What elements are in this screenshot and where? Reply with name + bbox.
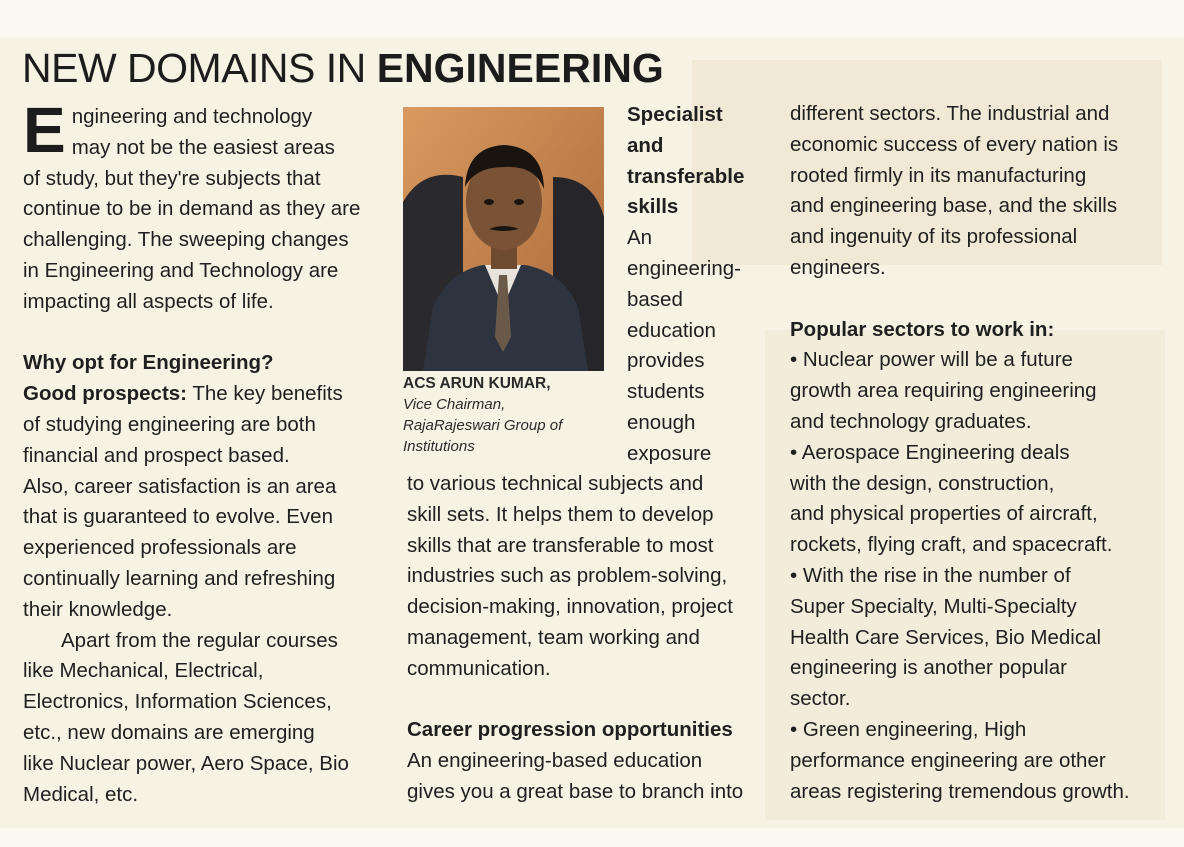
article-headline	[22, 44, 664, 92]
photo-caption	[403, 373, 613, 457]
sectors-list: • Nuclear power will be a future growth area requiring engineering and technology graduates. • Aerospace Engineering deals with the design, construction, and physical properties of aircraft, rockets, flying craft, and spacecraft. • With the rise in the number of Super Specialty, Multi-Specialty Health Care Services, Bio Medical engineering is another popular sector. • Green engineering, High performance engineering are other areas registering tremendous growth.	[790, 348, 1130, 803]
drop-cap: E	[23, 94, 66, 166]
caption-role: RajaRajeswari Group of	[403, 417, 563, 434]
intro-paragraph: Engineering and technology may not be the easiest areas of study, but they're subjects that continue to be in demand as they are challenging. The sweeping changes in Engineering and Technology are impacting all aspects of life.	[23, 94, 361, 313]
specialist-paragraph-end: to various technical subjects and skill sets. It helps them to develop skills that are transferable to most industries such as problem-solving, decision-making, innovation, project management, team working and communication.	[407, 472, 733, 680]
headline-light: NEW DOMAINS IN	[22, 45, 377, 91]
career-paragraph: An engineering-based education gives you a great base to branch into	[407, 749, 744, 803]
column-1	[23, 94, 383, 810]
apart-paragraph: Apart from the regular courses like Mechanical, Electrical, Electronics, Information Sciences, etc., new domains are emerging like Nuclear power, Aero Space, Bio Medical, etc.	[23, 628, 349, 806]
headline-bold: ENGINEERING	[376, 45, 664, 91]
caption-name: ACS ARUN KUMAR,	[403, 375, 551, 392]
specialist-paragraph-start: An engineering- based education provides students enough exposure	[627, 226, 741, 465]
column-3	[790, 99, 1170, 807]
caption-role: Institutions	[403, 438, 475, 455]
column-2-wide	[407, 469, 767, 808]
industrial-paragraph: different sectors. The industrial and economic success of every nation is rooted firmly in its manufacturing and engineering base, and the skills and ingenuity of its professional engineers.	[790, 102, 1119, 279]
specialist-heading: Specialist and transferable skills	[627, 103, 745, 219]
why-heading: Why opt for Engineering?	[23, 351, 274, 375]
column-2-narrow	[627, 100, 777, 470]
career-heading: Career progression opportunities	[407, 718, 733, 742]
sectors-heading: Popular sectors to work in:	[790, 317, 1055, 341]
portrait-photo	[403, 107, 604, 371]
caption-role: Vice Chairman,	[403, 396, 506, 413]
good-prospects-label: Good prospects:	[23, 382, 188, 406]
good-prospects-paragraph: Good prospects: The key benefits of studying engineering are both financial and prospect based. Also, career satisfaction is an area that is guaranteed to evolve. Even experienced professionals are continually learning and refreshing their knowledge.	[23, 382, 343, 621]
